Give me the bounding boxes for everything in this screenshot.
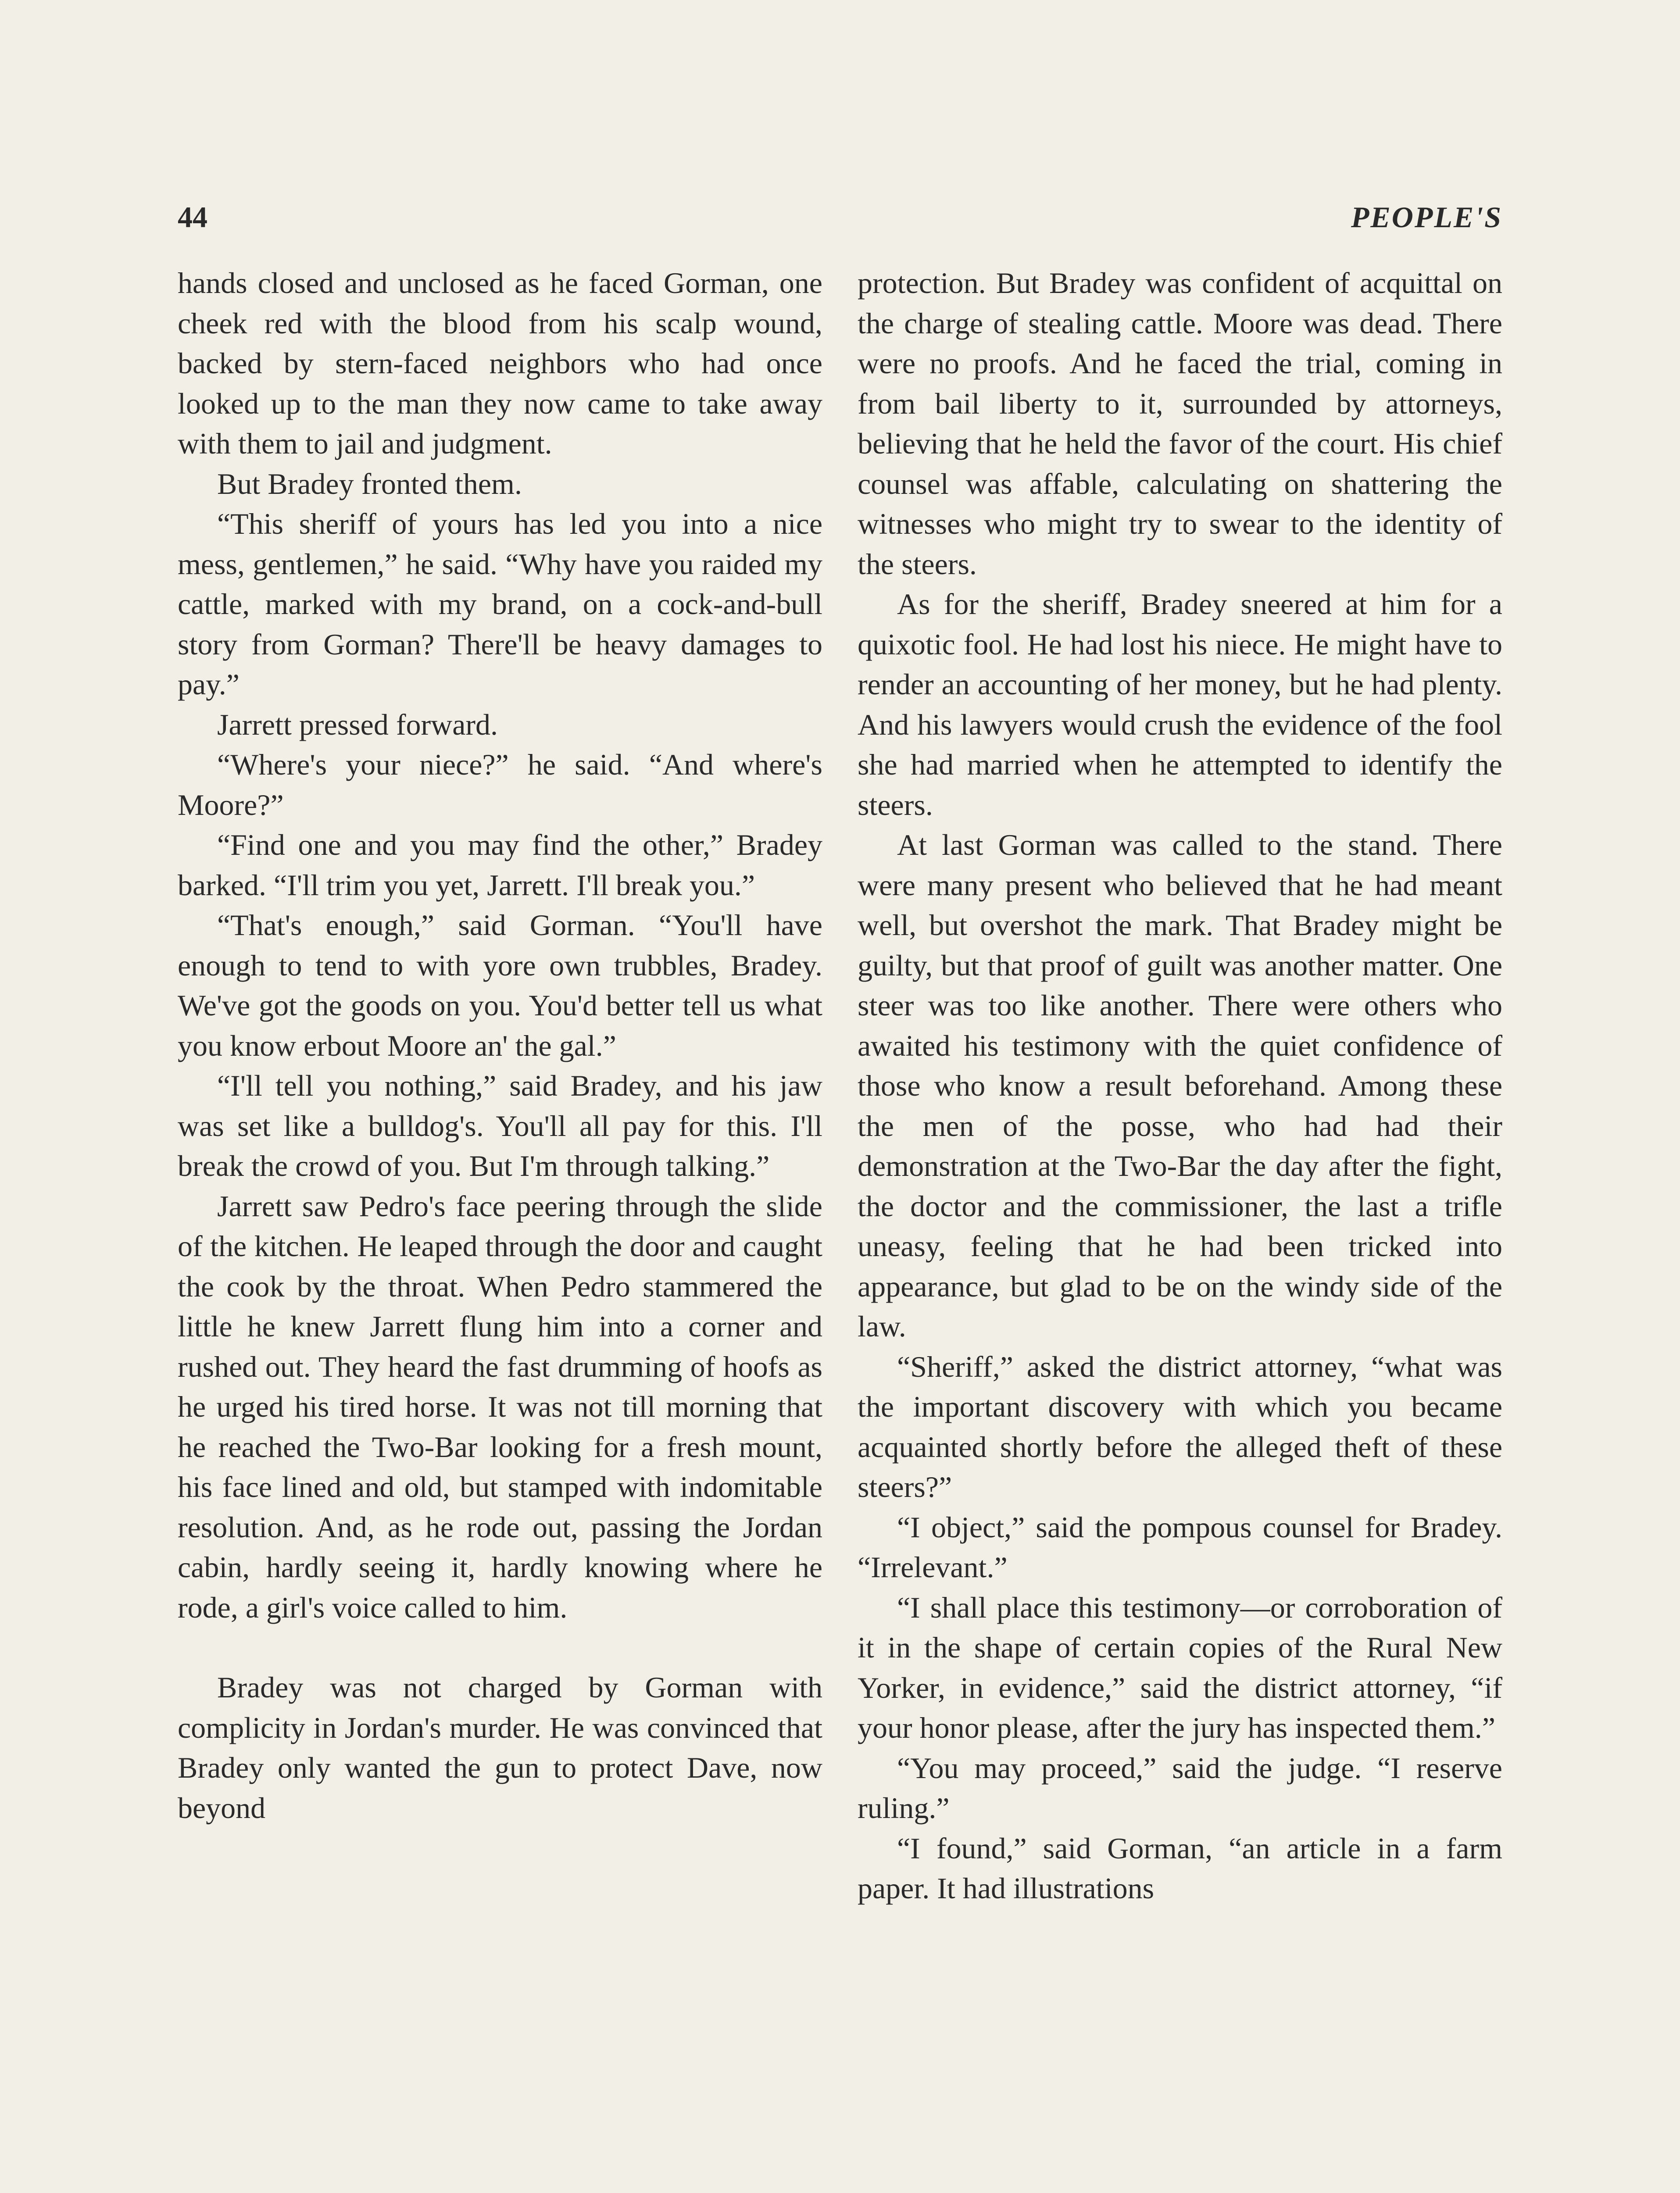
paragraph: Jarrett saw Pedro's face peering through the slide of the kitchen. He leaped through the door and caught the cook by the throat. When Pedro stammered the little he knew Jarrett flung him into a corner and rushed out. They heard the fast drumming of hoofs as he urged his tired horse. It was not till morning that he reached the Two-Bar looking for a fresh mount, his face lined and old, but stamped with indomitable resolution. And, as he rode out, passing the Jordan cabin, hardly seeing it, hardly knowing where he rode, a girl's voice called to him. — [178, 1189, 822, 1624]
paragraph: “Find one and you may find the other,” Bradey barked. “I'll trim you yet, Jarrett. I'll break you.” — [178, 828, 822, 902]
paragraph: But Bradey fronted them. — [217, 467, 522, 500]
paragraph: Bradey was not charged by Gorman with complicity in Jordan's murder. He was convinced that Bradey only wanted the gun to protect Dave, now beyond — [178, 1671, 822, 1825]
paragraph: Jarrett pressed forward. — [217, 707, 498, 741]
paragraph: hands closed and unclosed as he faced Gorman, one cheek red with the blood from his scalp wound, backed by stern-faced neighbors who had once looked up to the man they now came to take away with them to jail and judgment. — [178, 266, 822, 460]
paragraph: protection. But Bradey was confident of acquittal on the charge of stealing cattle. Moore was dead. There were no proofs. And he faced the trial, coming in from bail liberty to it, surrounded by attorneys, believing that he held the favor of the court. His chief counsel was affable, calculating on shattering the witnesses who might try to swear to the identity of the steers. — [858, 266, 1502, 581]
paragraph: As for the sheriff, Bradey sneered at him for a quixotic fool. He had lost his niece. He might have to render an accounting of her money, but he had plenty. And his lawyers would crush the evidence of the fool she had married when he attempted to identify the steers. — [858, 587, 1502, 821]
paragraph: “You may proceed,” said the judge. “I reserve ruling.” — [858, 1751, 1502, 1825]
paragraph: At last Gorman was called to the stand. There were many present who believed that he had meant well, but overshot the mark. That Bradey might be guilty, but that proof of guilt was another matter. One steer was too like another. There were others who awaited his testimony with the quiet confidence of those who know a result beforehand. Among these the men of the posse, who had had their demonstration at the Two-Bar the day after the fight, the doctor and the commissioner, the last a trifle uneasy, feeling that he had been tricked into appearance, but glad to be on the windy side of the law. — [858, 828, 1502, 1343]
paragraph: “I found,” said Gorman, “an article in a farm paper. It had illustrations — [858, 1831, 1502, 1905]
paragraph: “I object,” said the pompous counsel for Bradey. “Irrelevant.” — [858, 1510, 1502, 1584]
paragraph: “Where's your niece?” he said. “And where's Moore?” — [178, 748, 822, 821]
paragraph: “I shall place this testimony—or corroboration of it in the shape of certain copies of the Rural New Yorker, in evidence,” said the district attorney, “if your honor please, after the jury has inspected them.” — [858, 1590, 1502, 1744]
right-column — [858, 263, 1502, 1909]
left-column — [178, 263, 822, 1828]
paragraph: “Sheriff,” asked the district attorney, “what was the important discovery with which you became acquainted shortly before the alleged theft of these steers?” — [858, 1350, 1502, 1504]
magazine-title: PEOPLE'S — [1351, 200, 1502, 234]
paragraph: “I'll tell you nothing,” said Bradey, and his jaw was set like a bulldog's. You'll all pay for this. I'll break the crowd of you. But I'm through talking.” — [178, 1069, 822, 1182]
paragraph: “This sheriff of yours has led you into a nice mess, gentlemen,” he said. “Why have you raided my cattle, marked with my brand, on a cock-and-bull story from Gorman? There'll be heavy damages to pay.” — [178, 507, 822, 701]
page-header — [178, 195, 1502, 239]
page-number: 44 — [178, 200, 207, 234]
paragraph: “That's enough,” said Gorman. “You'll have enough to tend to with yore own trubbles, Bradey. We've got the goods on you. You'd better tell us what you know erbout Moore an' the gal.” — [178, 908, 822, 1062]
